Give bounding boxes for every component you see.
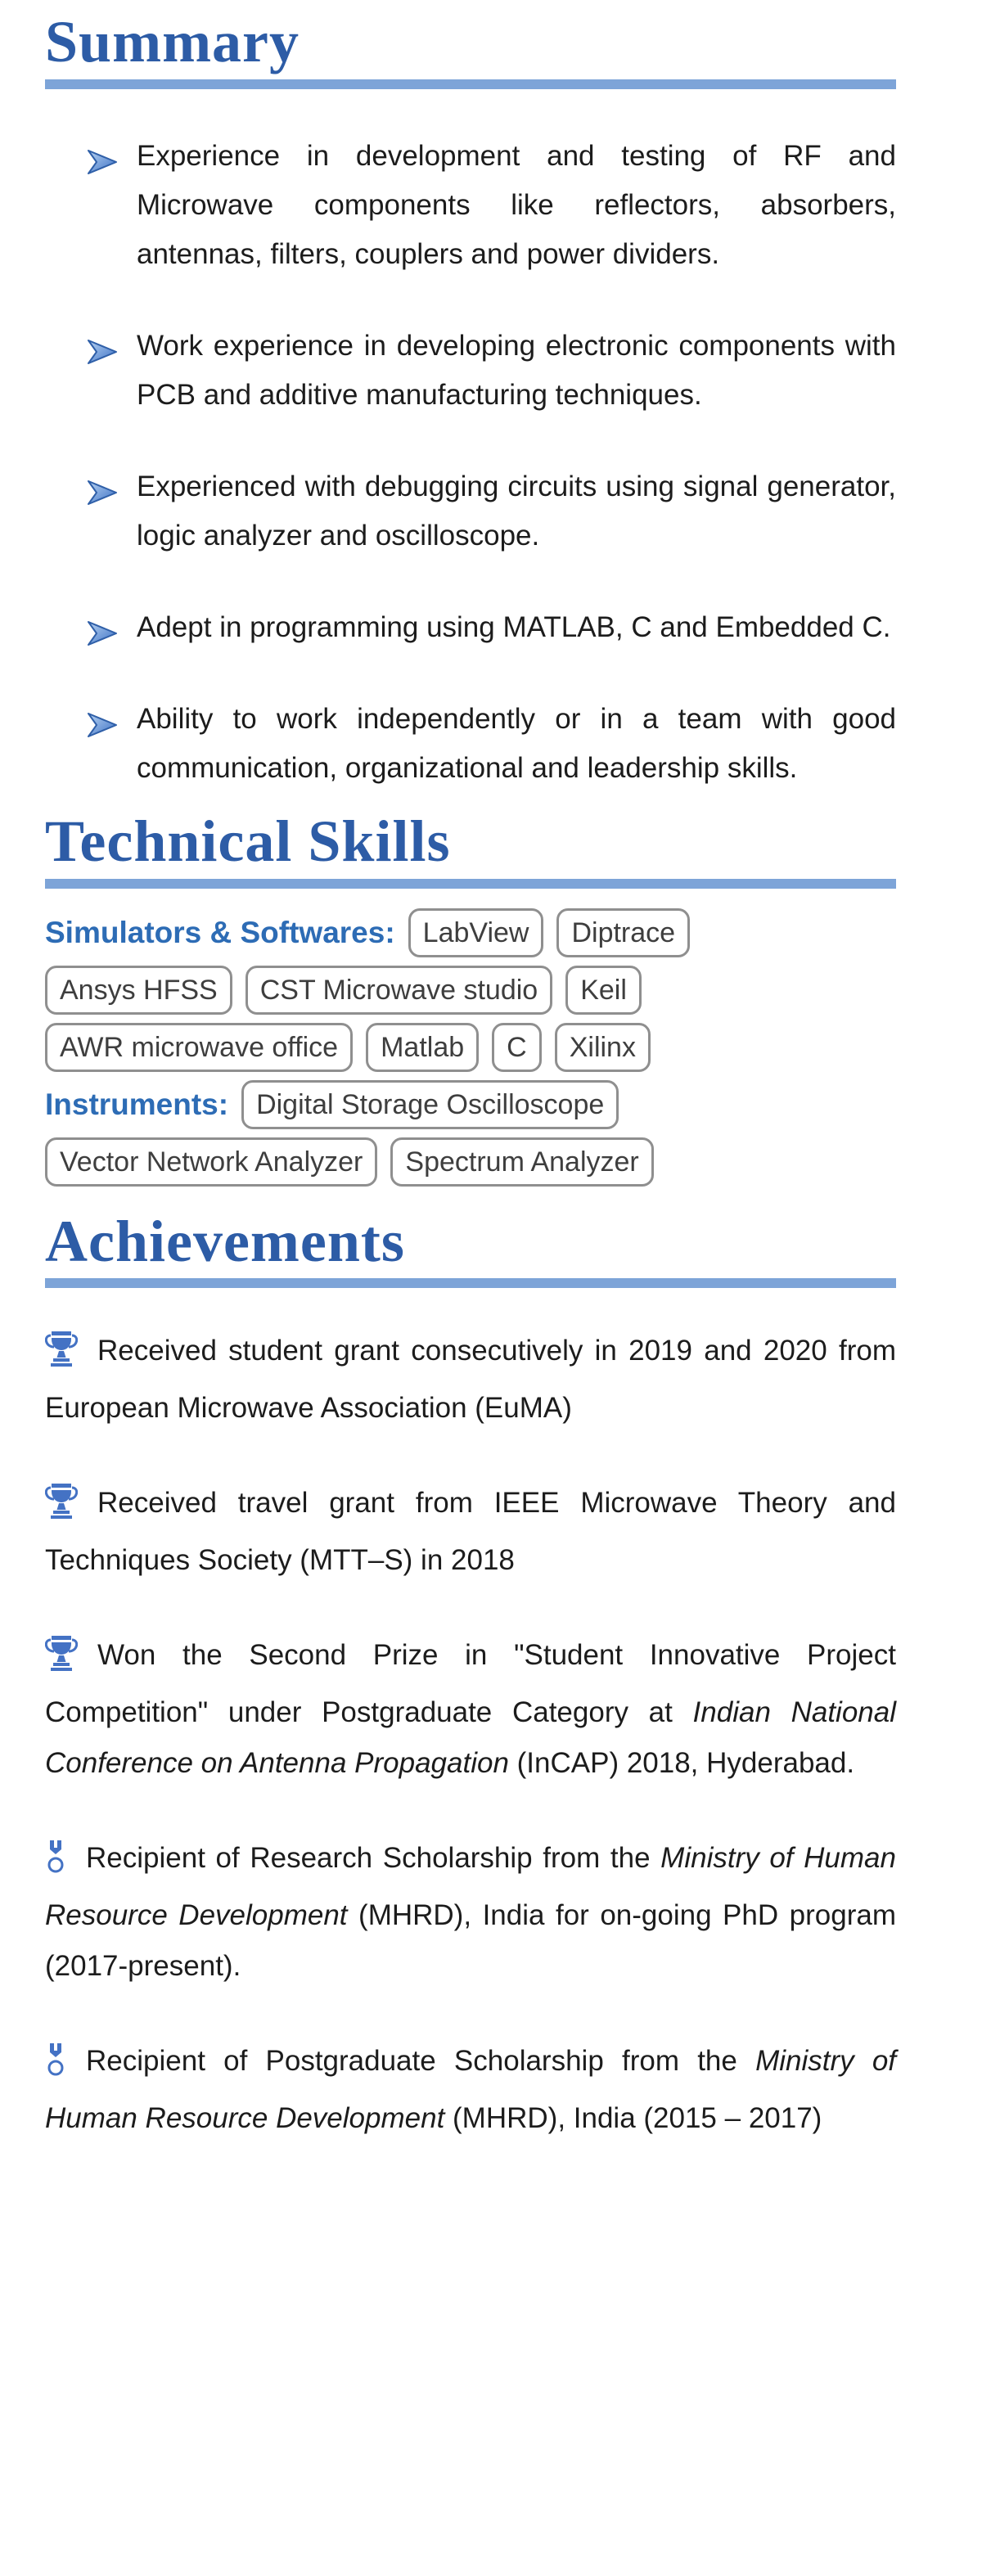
achievement-item bbox=[45, 1478, 896, 1586]
list-item bbox=[45, 462, 896, 561]
medal-icon bbox=[45, 1840, 66, 1890]
trophy-icon bbox=[45, 1633, 78, 1687]
skill-chip: Keil bbox=[565, 966, 642, 1015]
skills-rows bbox=[45, 908, 896, 1187]
summary-item-text: Work experience in developing electronic components with PCB and additive manufacturing techniques. bbox=[137, 329, 896, 411]
achievement-item bbox=[45, 2036, 896, 2144]
achievement-item bbox=[45, 1630, 896, 1789]
skill-chip: Vector Network Analyzer bbox=[45, 1137, 377, 1187]
technical-skills-title: Technical Skills bbox=[45, 808, 451, 874]
achievements-title: Achievements bbox=[45, 1208, 405, 1274]
summary-list bbox=[45, 132, 896, 793]
skill-chip: Xilinx bbox=[555, 1023, 651, 1072]
achievement-text-run: Ministry of Human Resource Development bbox=[45, 1842, 896, 1932]
list-item bbox=[45, 603, 896, 652]
skills-category-label: Instruments: bbox=[45, 1087, 229, 1121]
summary-item-text: Ability to work independently or in a team with good communication, organizational and leadership skills. bbox=[137, 702, 896, 784]
skill-chip: Diptrace bbox=[556, 908, 690, 957]
skill-chip: CST Microwave studio bbox=[246, 966, 553, 1015]
achievement-item bbox=[45, 1833, 896, 1992]
achievement-text-run: Ministry of Human Resource Development bbox=[45, 2045, 897, 2135]
summary-item-text: Experience in development and testing of RF and Microwave components like reflectors, absorbers, antennas, filters, couplers and power dividers. bbox=[137, 139, 896, 270]
achievement-text-run: Received student grant consecutively in 2019 and 2020 from European Microwave Association (EuMA) bbox=[45, 1335, 896, 1425]
skills-row bbox=[45, 908, 896, 957]
arrow-bullet-icon bbox=[86, 142, 119, 191]
achievements-list bbox=[45, 1326, 896, 2144]
skills-row bbox=[45, 1023, 896, 1072]
achievement-text-run: Indian National Conference on Antenna Propagation bbox=[45, 1696, 897, 1780]
skill-chip: Matlab bbox=[366, 1023, 479, 1072]
achievement-text-run: Received travel grant from IEEE Microwave Theory and Techniques Society (MTT–S) in 2018 bbox=[45, 1487, 896, 1577]
section-underline bbox=[45, 1278, 896, 1288]
skill-chip: Digital Storage Oscilloscope bbox=[241, 1080, 619, 1129]
achievement-text-run: Won the Second Prize in "Student Innovative Project Competition" under Postgraduate Category at bbox=[45, 1639, 896, 1729]
arrow-bullet-icon bbox=[86, 705, 119, 754]
skills-row bbox=[45, 1137, 896, 1187]
achievement-text-run: Recipient of Postgraduate Scholarship from the bbox=[86, 2045, 756, 2078]
skill-chip: AWR microwave office bbox=[45, 1023, 353, 1072]
list-item bbox=[45, 132, 896, 279]
achievement-text-run: (MHRD), India for on-going PhD program (2017-present). bbox=[45, 1899, 896, 1983]
achievements-section bbox=[45, 1208, 896, 2145]
list-item bbox=[45, 322, 896, 420]
section-underline bbox=[45, 879, 896, 889]
skill-chip: Ansys HFSS bbox=[45, 966, 232, 1015]
arrow-bullet-icon bbox=[86, 614, 119, 663]
medal-icon bbox=[45, 2042, 66, 2093]
summary-item-text: Adept in programming using MATLAB, C and Embedded C. bbox=[137, 610, 891, 643]
section-underline bbox=[45, 79, 896, 89]
summary-title: Summary bbox=[45, 9, 300, 74]
achievement-text-run: (InCAP) 2018, Hyderabad. bbox=[508, 1747, 855, 1780]
list-item bbox=[45, 695, 896, 793]
skill-chip: LabView bbox=[408, 908, 544, 957]
trophy-icon bbox=[45, 1481, 78, 1535]
arrow-bullet-icon bbox=[86, 473, 119, 522]
skills-row bbox=[45, 966, 896, 1015]
technical-skills-section bbox=[45, 808, 896, 1187]
trophy-icon bbox=[45, 1329, 78, 1383]
skills-category-label: Simulators & Softwares: bbox=[45, 915, 395, 949]
achievement-text-run: Recipient of Research Scholarship from the bbox=[86, 1842, 661, 1875]
summary-item-text: Experienced with debugging circuits using signal generator, logic analyzer and oscilloscope. bbox=[137, 470, 896, 552]
achievement-text-run: (MHRD), India (2015 – 2017) bbox=[444, 2102, 822, 2135]
skill-chip: C bbox=[492, 1023, 542, 1072]
skills-row bbox=[45, 1080, 896, 1129]
skill-chip: Spectrum Analyzer bbox=[390, 1137, 653, 1187]
achievement-item bbox=[45, 1326, 896, 1434]
summary-section bbox=[45, 8, 896, 793]
arrow-bullet-icon bbox=[86, 332, 119, 381]
